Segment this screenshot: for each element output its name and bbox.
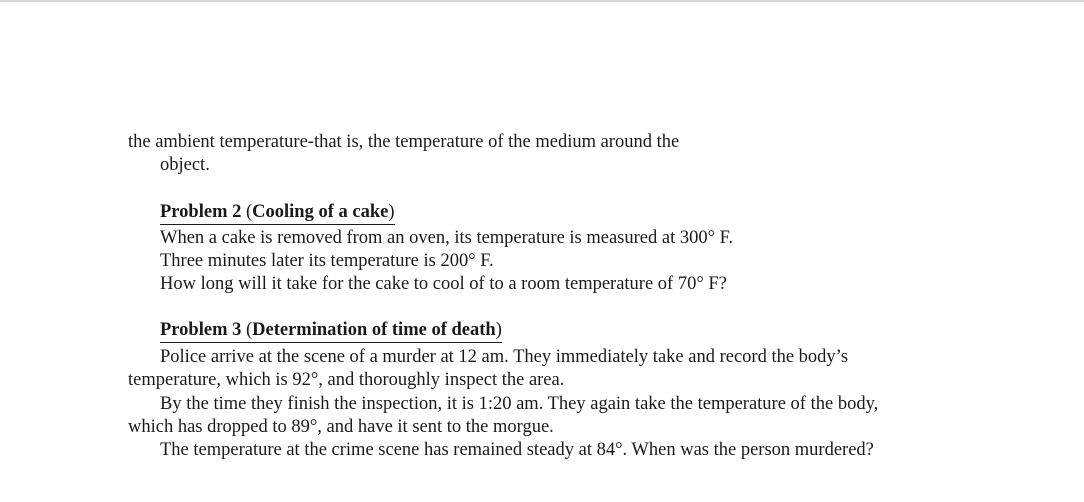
problem-3-line-5: The temperature at the crime scene has remained steady at 84°. When was the person murdered? [160,440,874,460]
problem-2-title: Problem 2 [160,202,242,222]
problem-3-line-2: temperature, which is 92°, and thoroughly inspect the area. [128,370,565,390]
problem-2-line-1: When a cake is removed from an oven, its temperature is measured at 300° F. [160,228,734,248]
problem-2-line-3: How long will it take for the cake to cool of to a room temperature of 70° F? [160,274,727,294]
problem-2-heading-underlined [160,201,395,225]
problem-3-close-paren: ) [495,320,502,340]
problem-2-heading [160,201,395,225]
problem-3-subtitle: Determination of time of death [252,320,496,340]
problem-3-line-4: which has dropped to 89°, and have it sent to the morgue. [128,417,554,437]
problem-2-subtitle: Cooling of a cake [252,202,389,222]
problem-3-line-1: Police arrive at the scene of a murder at 12 am. They immediately take and record the body’s [160,347,849,367]
problem-2-open-paren: ( [241,202,253,222]
problem-3-open-paren: ( [241,320,253,340]
problem-2-close-paren: ) [388,202,395,222]
intro-line-1: the ambient temperature-that is, the temperature of the medium around the [128,132,680,152]
problem-2-line-2: Three minutes later its temperature is 200° F. [160,251,494,271]
problem-3-title: Problem 3 [160,320,242,340]
intro-line-2: object. [160,155,210,175]
problem-3-heading [160,319,502,343]
problem-3-line-3: By the time they finish the inspection, it is 1:20 am. They again take the temperature of the body, [160,394,879,414]
problem-3-heading-underlined [160,319,502,343]
